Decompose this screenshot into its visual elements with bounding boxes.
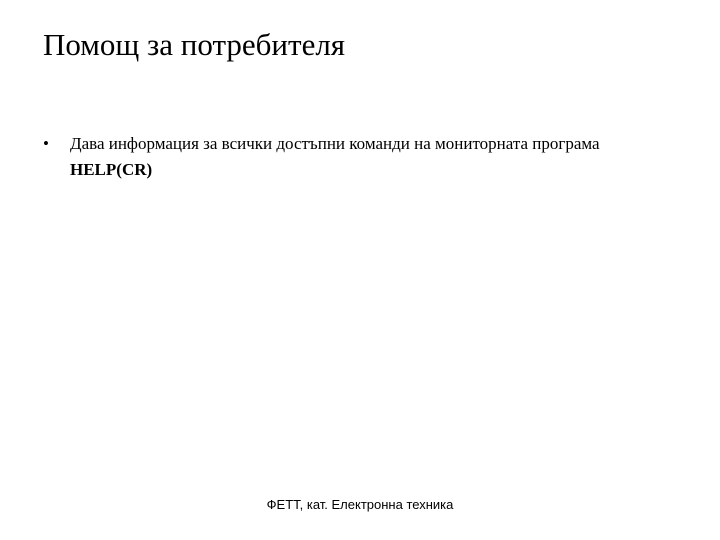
bullet-list <box>43 131 683 183</box>
footer-text: ФЕТТ, кат. Електронна техника <box>266 497 454 512</box>
bullet-text: Дава информация за всички достъпни команди на мониторната програма <box>70 134 600 153</box>
bullet-item <box>43 131 683 183</box>
command-text: HELP(CR) <box>70 160 153 179</box>
slide-title: Помощ за потребителя <box>43 27 346 62</box>
bullet-dot-icon: • <box>43 134 49 153</box>
slide-footer <box>0 496 720 514</box>
